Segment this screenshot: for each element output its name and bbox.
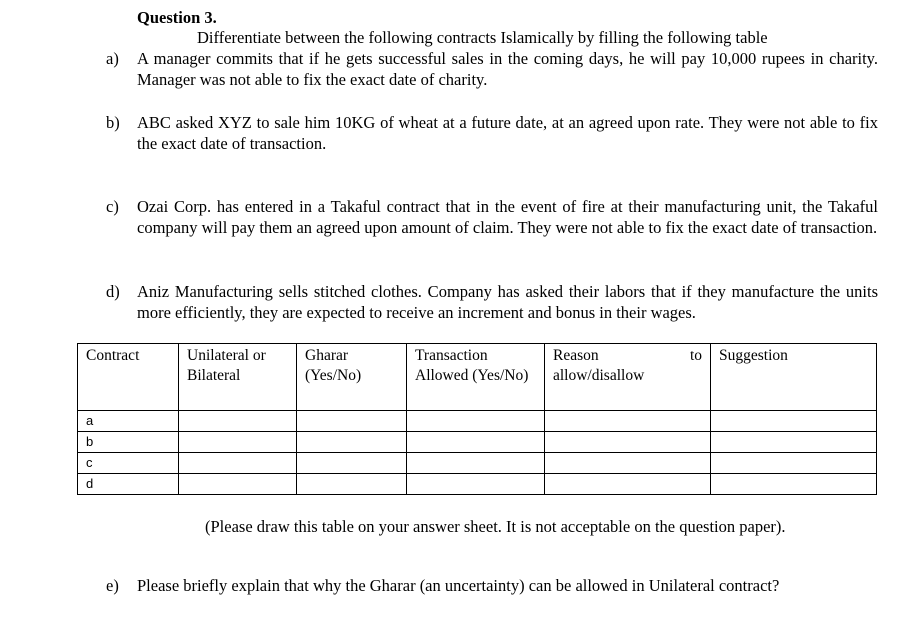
header-reason-to: to <box>689 347 702 364</box>
table-cell <box>297 411 407 432</box>
item-text: Aniz Manufacturing sells stitched clothes. Company has asked their labors that if they manufacture the units more efficiently, they are expected to receive an increment and bonus in their wages. <box>137 282 878 322</box>
contracts-table <box>77 343 877 495</box>
table-cell <box>297 453 407 474</box>
header-unilateral-bilateral: Unilateral or Bilateral <box>179 344 297 411</box>
table-cell <box>179 432 297 453</box>
table-cell <box>407 474 545 495</box>
table-cell <box>545 453 711 474</box>
item-a <box>106 48 878 90</box>
header-gharar: Gharar (Yes/No) <box>297 344 407 411</box>
table-header-row <box>78 344 877 411</box>
row-label: c <box>78 453 179 474</box>
table-cell <box>711 432 877 453</box>
question-title: Question 3. <box>137 8 217 27</box>
item-text: A manager commits that if he gets successful sales in the coming days, he will pay 10,000 rupees in charity. Manager was not able to fix the exact date of charity. <box>137 49 878 89</box>
row-label: d <box>78 474 179 495</box>
item-letter: c) <box>106 197 119 216</box>
row-label: a <box>78 411 179 432</box>
item-letter: e) <box>106 576 119 595</box>
table-cell <box>711 453 877 474</box>
table-cell <box>179 453 297 474</box>
table-cell <box>407 453 545 474</box>
table-cell <box>179 411 297 432</box>
table-cell <box>407 411 545 432</box>
header-contract: Contract <box>78 344 179 411</box>
item-text: ABC asked XYZ to sale him 10KG of wheat at a future date, at an agreed upon rate. They were not able to fix the exact date of transaction. <box>137 113 878 153</box>
instruction-text: Differentiate between the following contracts Islamically by filling the following table <box>197 28 768 47</box>
table-cell <box>545 411 711 432</box>
table-cell <box>711 411 877 432</box>
header-suggestion: Suggestion <box>711 344 877 411</box>
table-row <box>78 474 877 495</box>
table-row <box>78 453 877 474</box>
header-reason-line2: allow/disallow <box>553 367 645 384</box>
item-text: Please briefly explain that why the Gharar (an uncertainty) can be allowed in Unilateral contract? <box>137 576 780 595</box>
header-reason-word: Reason <box>553 347 599 364</box>
table-cell <box>545 432 711 453</box>
item-b <box>106 112 878 154</box>
item-c <box>106 196 878 238</box>
table-note: (Please draw this table on your answer sheet. It is not acceptable on the question paper). <box>205 517 786 536</box>
table-row <box>78 432 877 453</box>
header-transaction-allowed: Transaction Allowed (Yes/No) <box>407 344 545 411</box>
item-letter: d) <box>106 282 120 301</box>
table-cell <box>297 474 407 495</box>
table-cell <box>711 474 877 495</box>
table-cell <box>179 474 297 495</box>
table-cell <box>545 474 711 495</box>
item-letter: a) <box>106 49 119 68</box>
table-cell <box>407 432 545 453</box>
header-reason <box>545 344 711 411</box>
item-e <box>106 575 796 596</box>
row-label: b <box>78 432 179 453</box>
table-row <box>78 411 877 432</box>
item-d <box>106 281 878 323</box>
item-text: Ozai Corp. has entered in a Takaful contract that in the event of fire at their manufacturing unit, the Takaful company will pay them an agreed upon amount of claim. They were not able to fix the exact date of transaction. <box>137 197 878 237</box>
item-letter: b) <box>106 113 120 132</box>
table-cell <box>297 432 407 453</box>
